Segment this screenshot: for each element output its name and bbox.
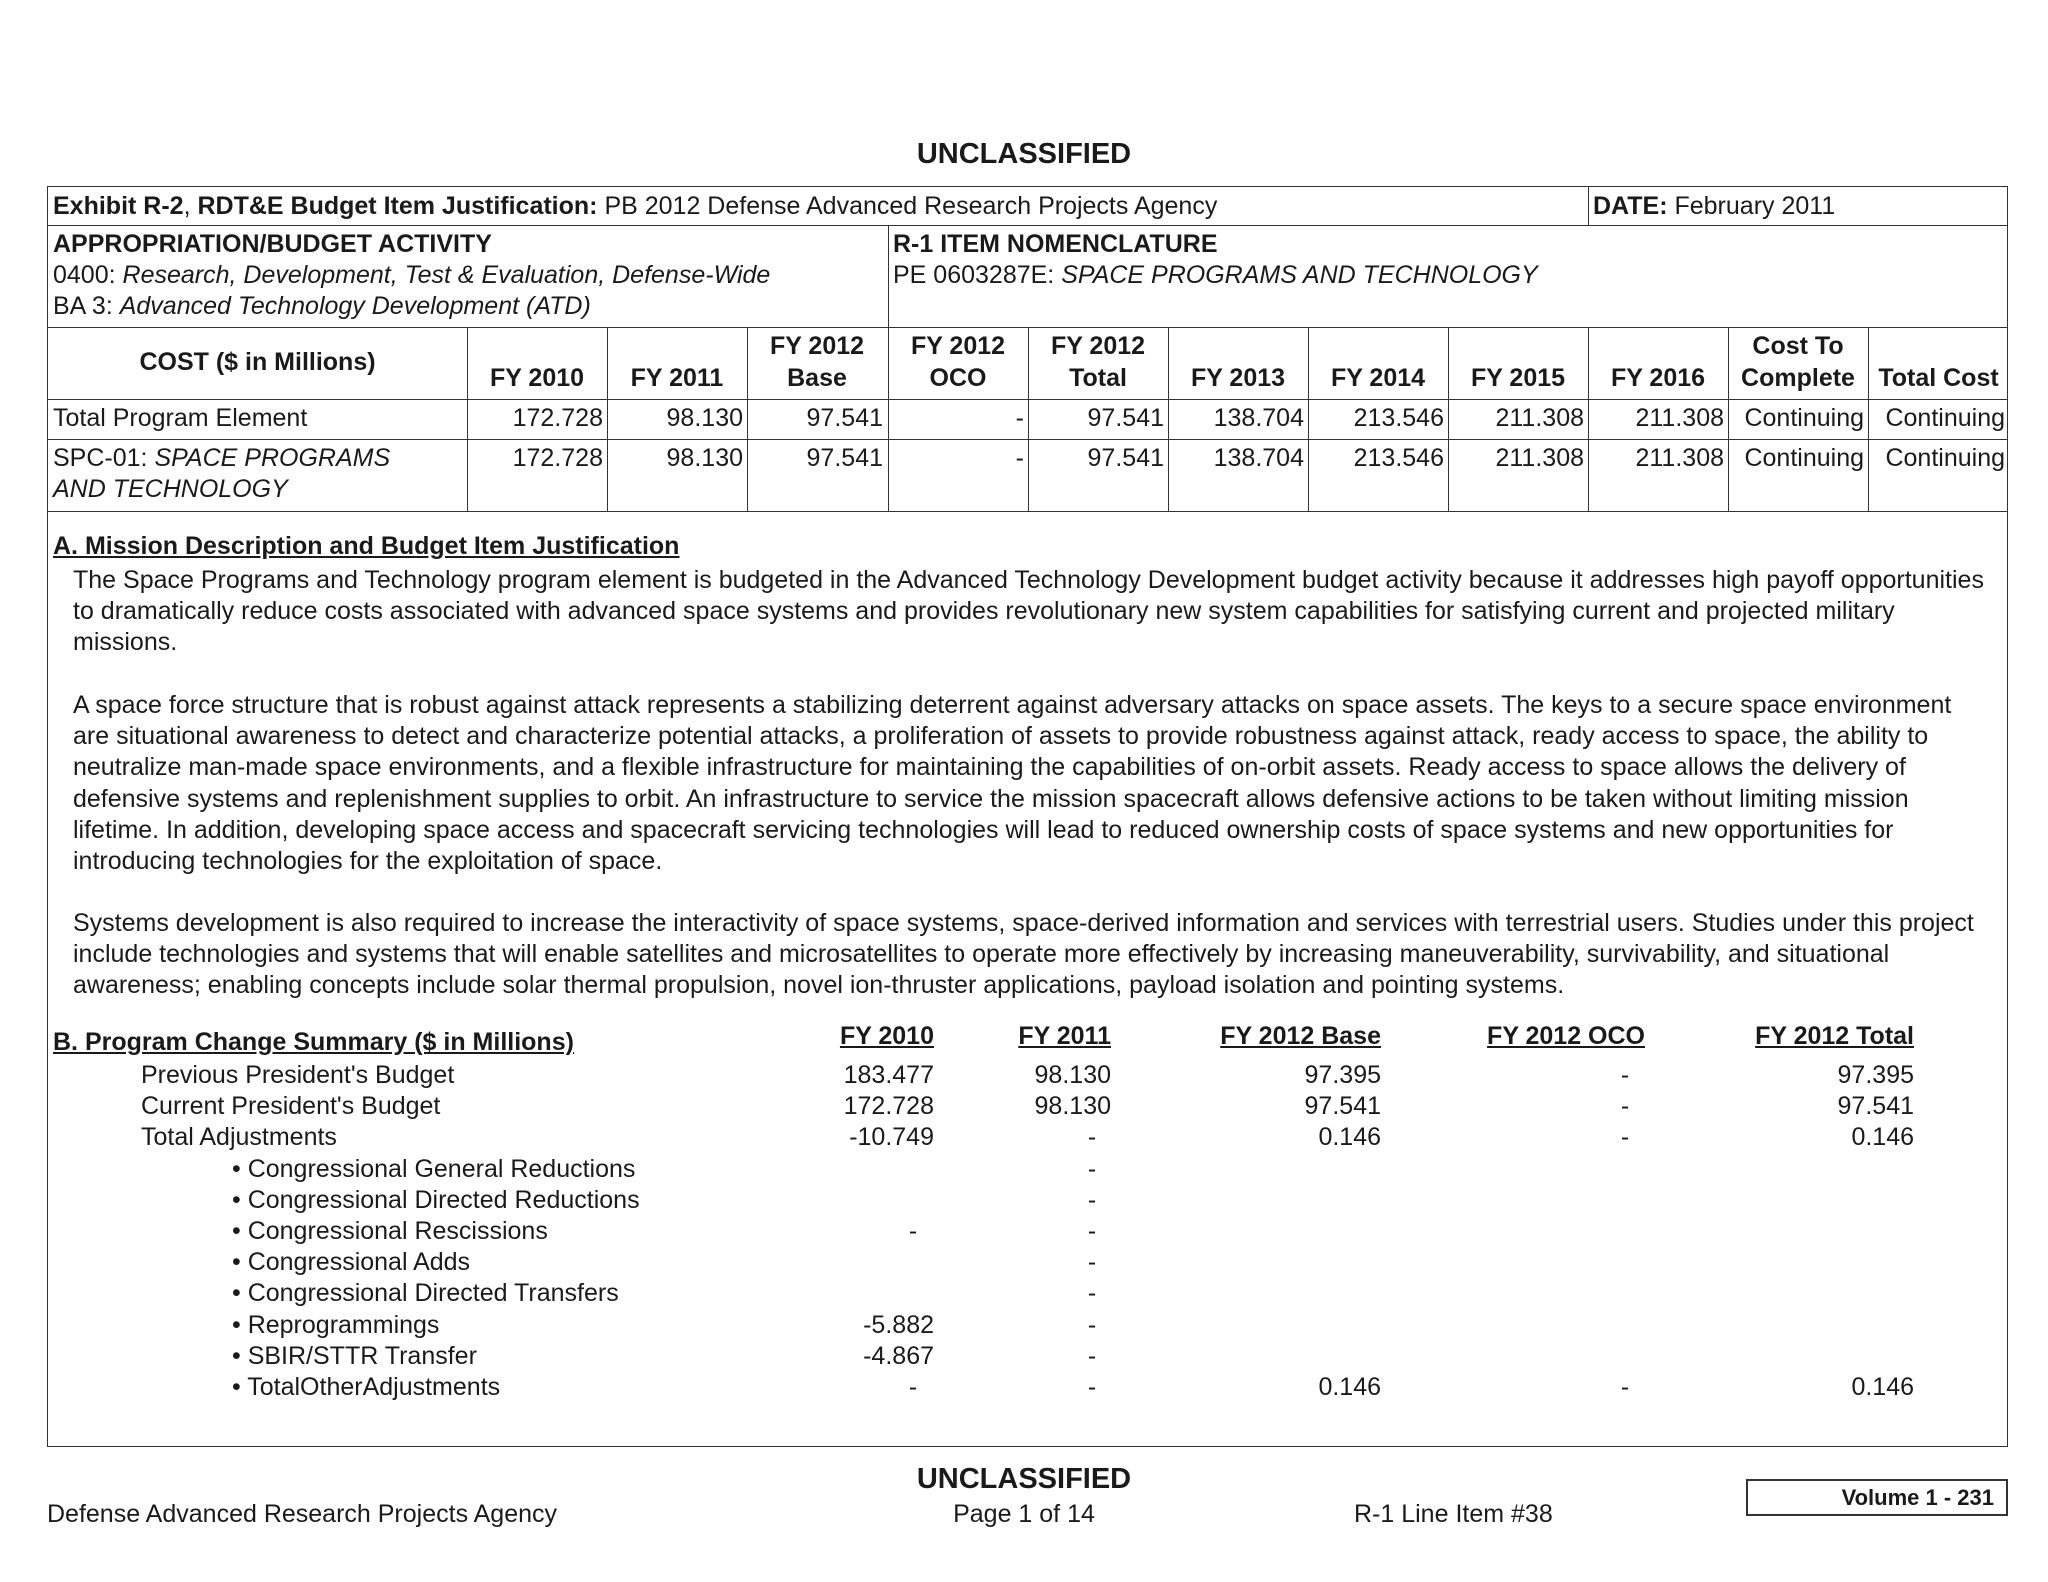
change-cell: 98.130 <box>1034 1092 1111 1121</box>
change-cell: - <box>908 1217 918 1245</box>
date-value: February 2011 <box>1667 192 1836 220</box>
change-cell: - <box>1087 1341 1097 1370</box>
change-col-header: FY 2012 OCO <box>1487 1022 1645 1050</box>
cost-cell: 211.308 <box>1635 444 1724 472</box>
change-cell: 0.146 <box>1851 1373 1914 1401</box>
change-cell: - <box>1087 1310 1097 1339</box>
cost-cell: 172.728 <box>512 404 603 432</box>
date <box>1593 191 1835 222</box>
change-cell: -4.867 <box>863 1341 934 1370</box>
cost-row-code: Total Program Element <box>53 404 308 432</box>
rule <box>1588 187 1589 225</box>
change-cell: - <box>1620 1123 1630 1152</box>
change-cell: - <box>1087 1279 1097 1308</box>
change-cell: - <box>1087 1217 1097 1245</box>
change-cell: 97.395 <box>1304 1061 1381 1089</box>
budget-activity-line <box>53 291 591 322</box>
cost-cell: 97.541 <box>1087 444 1164 472</box>
change-col-header: FY 2012 Total <box>1755 1022 1914 1050</box>
classification-bottom: UNCLASSIFIED <box>916 1463 1132 1495</box>
rule <box>888 225 889 327</box>
change-cell: - <box>1620 1373 1630 1401</box>
classification-top: UNCLASSIFIED <box>916 138 1132 170</box>
volume-box: Volume 1 - 231 <box>1746 1479 2008 1516</box>
cost-col-header-line1: FY 2012 <box>1050 332 1146 360</box>
cost-col-header: FY 2015 <box>1470 364 1566 392</box>
exhibit-id: Exhibit R-2 <box>53 192 184 220</box>
appropriation-text: Research, Development, Test & Evaluation, Defense-Wide <box>122 261 771 289</box>
rule <box>48 511 2007 512</box>
change-row-label: • Congressional Rescissions <box>232 1217 548 1245</box>
date-label: DATE: <box>1593 192 1668 220</box>
budget-activity-text: Advanced Technology Development (ATD) <box>119 292 591 320</box>
cost-cell: 97.541 <box>1087 404 1164 432</box>
cost-row-label <box>53 443 390 474</box>
change-cell: 0.146 <box>1851 1123 1914 1152</box>
change-row-label: • Reprogrammings <box>232 1310 440 1339</box>
cost-col-header: Complete <box>1741 364 1855 392</box>
change-cell: 97.541 <box>1304 1092 1381 1121</box>
change-cell: -10.749 <box>849 1123 934 1152</box>
section-a-paragraph: Systems development is also required to increase the interactivity of space systems, space-derived information and services with terrestrial users. Studies under this project include technologies and systems that will enable satellites and microsatellites to operate more effectively by increasing maneuverability, survivability, and situational awareness; enabling concepts include solar thermal propulsion, novel ion-thruster applications, payload isolation and pointing systems. <box>73 909 1974 1000</box>
exhibit-frame <box>47 186 2008 1447</box>
cost-row-title: SPACE PROGRAMS <box>154 444 391 472</box>
cost-row-code: SPC-01: <box>53 444 155 472</box>
rule <box>48 225 2007 226</box>
change-col-header: FY 2010 <box>839 1022 934 1050</box>
section-b-heading: B. Program Change Summary ($ in Millions) <box>53 1028 574 1056</box>
cost-row-title-cont: AND TECHNOLOGY <box>53 475 288 503</box>
change-cell: - <box>1620 1061 1630 1089</box>
cost-col-header: FY 2014 <box>1330 364 1426 392</box>
change-cell: - <box>1087 1373 1097 1401</box>
cost-cell: 97.541 <box>806 404 883 432</box>
change-cell: - <box>1087 1185 1097 1214</box>
footer-line-item: R-1 Line Item #38 <box>1354 1500 1553 1528</box>
cost-col-header-line1: FY 2012 <box>910 332 1006 360</box>
exhibit-label: RDT&E Budget Item Justification: <box>197 192 598 220</box>
footer-page: Page 1 of 14 <box>953 1500 1095 1528</box>
cost-col-header-line1: FY 2012 <box>769 332 865 360</box>
change-cell: 98.130 <box>1034 1061 1111 1089</box>
cost-cell: 211.308 <box>1495 404 1584 432</box>
cost-cell: 97.541 <box>806 444 883 472</box>
change-cell: - <box>1620 1092 1630 1121</box>
section-a-heading: A. Mission Description and Budget Item Justification <box>53 532 680 560</box>
cost-col-header: FY 2011 <box>630 364 724 392</box>
cost-cell: 138.704 <box>1213 404 1304 432</box>
cost-col-header: Total Cost <box>1878 364 1999 392</box>
change-cell: 172.728 <box>843 1092 934 1121</box>
nomenclature-code: PE 0603287E: <box>893 261 1062 289</box>
change-row-label: • Congressional General Reductions <box>232 1154 636 1183</box>
change-cell: 183.477 <box>843 1061 934 1089</box>
change-row-label: • TotalOtherAdjustments <box>232 1373 501 1401</box>
cost-col-header: FY 2013 <box>1190 364 1286 392</box>
change-cell: 0.146 <box>1318 1123 1381 1152</box>
cost-cell: 211.308 <box>1635 404 1724 432</box>
appropriation-code: 0400: <box>53 261 123 289</box>
section-a-paragraph: The Space Programs and Technology program element is budgeted in the Advanced Technology Development budget activity because it addresses high payoff opportunities to dramatically reduce costs associated with advanced space systems and provides revolutionary new system capabilities for satisfying current and projected military missions. <box>73 566 1984 657</box>
change-cell: 0.146 <box>1318 1373 1381 1401</box>
cost-cell: 211.308 <box>1495 444 1584 472</box>
cost-cell: Continuing <box>1744 444 1864 472</box>
change-row-label: • SBIR/STTR Transfer <box>232 1341 477 1370</box>
cost-row-label <box>53 403 307 434</box>
budget-activity-code: BA 3: <box>53 292 120 320</box>
change-cell: 97.541 <box>1837 1092 1914 1121</box>
change-cell: - <box>908 1373 918 1401</box>
cost-table-title: COST ($ in Millions) <box>139 348 376 376</box>
change-cell: - <box>1087 1248 1097 1277</box>
cost-col-header: Base <box>787 364 847 392</box>
change-col-header: FY 2012 Base <box>1220 1022 1381 1050</box>
change-cell: -5.882 <box>863 1310 934 1339</box>
cost-cell: 172.728 <box>512 444 603 472</box>
cost-cell: - <box>1015 404 1024 432</box>
change-row-label: Current President's Budget <box>141 1092 441 1121</box>
cost-cell: 98.130 <box>666 404 743 432</box>
nomenclature-text: SPACE PROGRAMS AND TECHNOLOGY <box>1061 261 1538 289</box>
cost-col-header-line1: Cost To <box>1752 332 1844 360</box>
appropriation-line1 <box>53 260 770 291</box>
change-row-label: • Congressional Directed Reductions <box>232 1185 640 1214</box>
change-col-header: FY 2011 <box>1018 1022 1111 1050</box>
change-cell: 97.395 <box>1837 1061 1914 1089</box>
cost-cell: 138.704 <box>1213 444 1304 472</box>
cost-cell: 213.546 <box>1353 404 1444 432</box>
cost-cell: 213.546 <box>1353 444 1444 472</box>
nomenclature-value <box>893 260 1538 291</box>
exhibit-value: PB 2012 Defense Advanced Research Projects Agency <box>597 192 1218 220</box>
cost-cell: - <box>1015 444 1024 472</box>
change-row-label: Previous President's Budget <box>141 1061 455 1089</box>
cost-col-header: FY 2016 <box>1610 364 1706 392</box>
cost-cell: 98.130 <box>666 444 743 472</box>
cost-cell: Continuing <box>1885 444 2005 472</box>
change-row-label: Total Adjustments <box>141 1123 337 1152</box>
cost-cell: Continuing <box>1885 404 2005 432</box>
appropriation-label: APPROPRIATION/BUDGET ACTIVITY <box>53 230 492 258</box>
exhibit-header <box>53 191 1217 222</box>
exhibit-sep: , <box>183 192 198 220</box>
nomenclature-label: R-1 ITEM NOMENCLATURE <box>893 230 1218 258</box>
footer-agency: Defense Advanced Research Projects Agency <box>47 1500 558 1528</box>
section-a-paragraph: A space force structure that is robust against attack represents a stabilizing deterrent against adversary attacks on space assets. The keys to a secure space environment are situational awareness to detect and characterize potential attacks, a proliferation of assets to provide robustness against attack, ready access to space, the ability to neutralize man-made space environments, and a flexible infrastructure for maintaining the capabilities of on-orbit assets. Ready access to space allows the delivery of defensive systems and replenishment supplies to orbit. An infrastructure to service the mission spacecraft allows defensive actions to be taken without limiting mission lifetime. In addition, developing space access and spacecraft servicing technologies will lead to reduced ownership costs of space systems and new opportunities for introducing technologies for the exploitation of space. <box>73 691 1952 876</box>
cost-col-header: FY 2010 <box>489 364 585 392</box>
cost-col-header: Total <box>1069 364 1127 392</box>
change-row-label: • Congressional Adds <box>232 1248 471 1277</box>
cost-cell: Continuing <box>1744 404 1864 432</box>
change-cell: - <box>1087 1123 1097 1152</box>
change-cell: - <box>1087 1154 1097 1183</box>
cost-col-header: OCO <box>929 364 987 392</box>
change-row-label: • Congressional Directed Transfers <box>232 1279 619 1308</box>
